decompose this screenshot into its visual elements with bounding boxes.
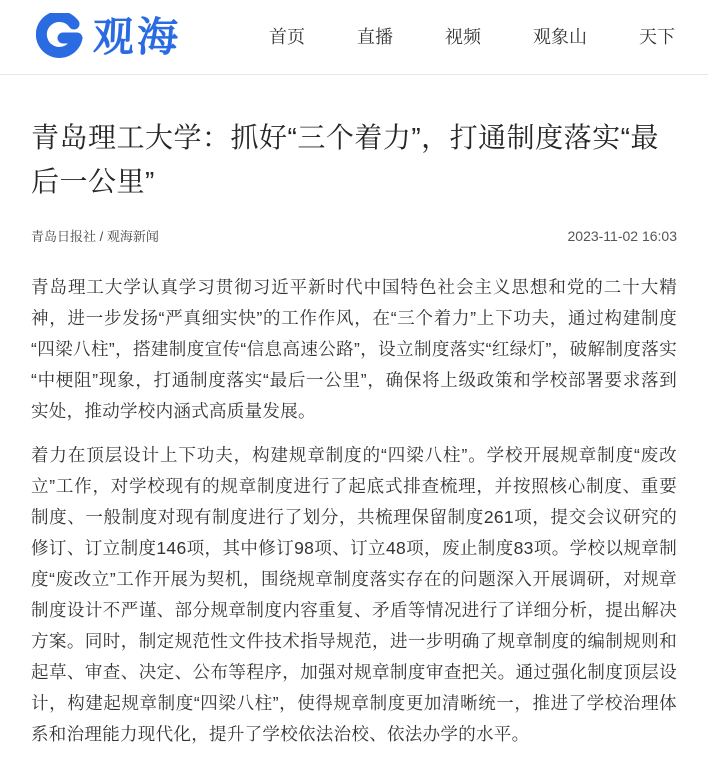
- article-meta-row: [31, 226, 677, 245]
- nav-item-video[interactable]: 视频: [445, 27, 481, 47]
- nav-item-guanxiangshan[interactable]: 观象山: [533, 27, 587, 47]
- article-source: 青岛日报社 / 观海新闻: [31, 229, 159, 244]
- main-nav: [269, 28, 675, 46]
- nav-item-live[interactable]: 直播: [357, 27, 393, 47]
- article: [0, 116, 708, 750]
- article-paragraph: 青岛理工大学认真学习贯彻习近平新时代中国特色社会主义思想和党的二十大精神，进一步发扬“严真细实快”的工作作风，在“三个着力”上下功夫，通过构建制度“四梁八柱”，搭建制度宣传“信息高速公路”，设立制度落实“红绿灯”，破解制度落实“中梗阻”现象，打通制度落实“最后一公里”，确保将上级政策和学校部署要求落到实处，推动学校内涵式高质量发展。: [31, 277, 677, 421]
- nav-item-world[interactable]: 天下: [639, 27, 675, 47]
- nav-item-home[interactable]: 首页: [269, 27, 305, 47]
- article-title: 青岛理工大学：抓好“三个着力”，打通制度落实“最后一公里”: [31, 122, 659, 197]
- site-logo[interactable]: [36, 13, 181, 61]
- article-date: 2023-11-02 16:03: [567, 228, 677, 244]
- article-paragraph: 着力在顶层设计上下功夫，构建规章制度的“四梁八柱”。学校开展规章制度“废改立”工作，对学校现有的规章制度进行了起底式排查梳理，并按照核心制度、重要制度、一般制度对现有制度进行了划分，共梳理保留制度261项，提交会议研究的修订、订立制度146项，其中修订98项、订立48项，废止制度83项。学校以规章制度“废改立”工作开展为契机，围绕规章制度落实存在的问题深入开展调研，对规章制度设计不严谨、部分规章制度内容重复、矛盾等情况进行了详细分析，提出解决方案。同时，制定规范性文件技术指导规范，进一步明确了规章制度的编制规则和起草、审查、决定、公布等程序，加强对规章制度审查把关。通过强化制度顶层设计，构建起规章制度“四梁八柱”，使得规章制度更加清晰统一，推进了学校治理体系和治理能力现代化，提升了学校依法治校、依法办学的水平。: [31, 445, 677, 744]
- article-body: [31, 272, 677, 750]
- logo-g-icon: [36, 13, 84, 61]
- site-header: [0, 0, 708, 75]
- logo-text: 观海: [92, 13, 182, 60]
